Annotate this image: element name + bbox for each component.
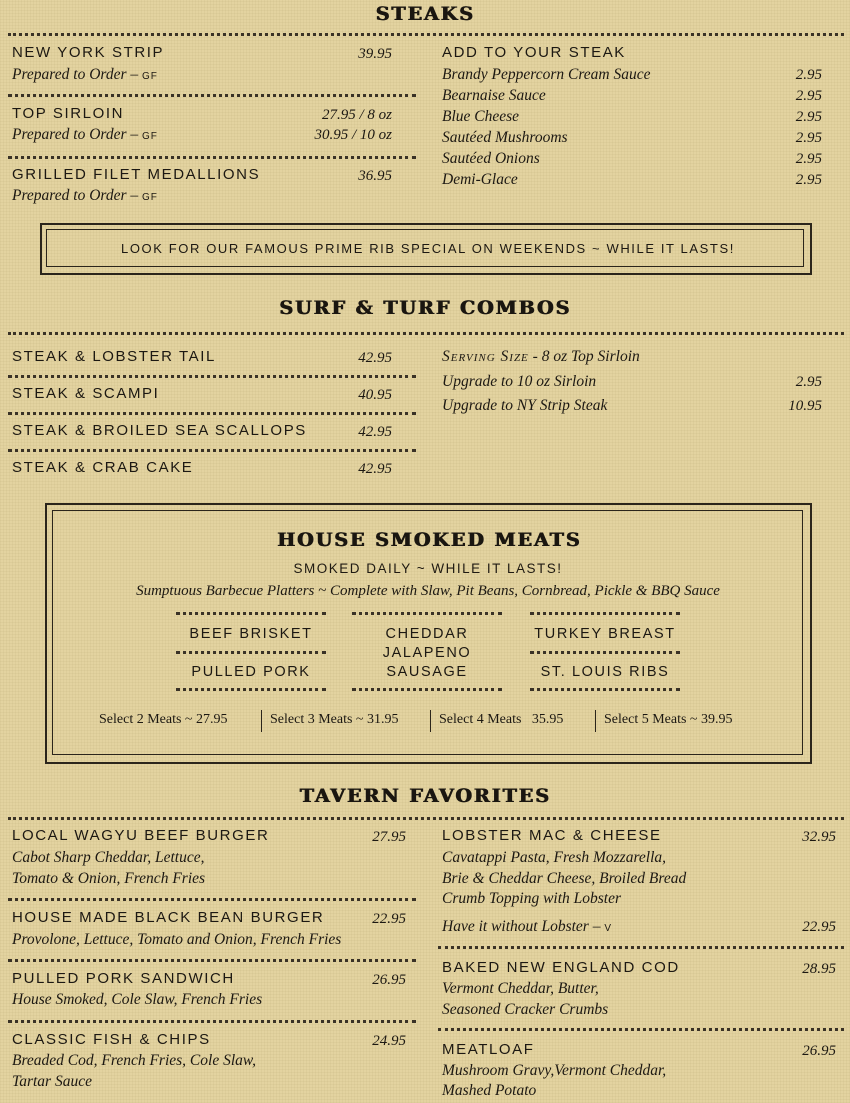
addon-name: Blue Cheese [442, 108, 520, 125]
menu-item-desc: Crumb Topping with Lobster [442, 890, 622, 907]
meat-option: JALAPENO [382, 645, 472, 661]
divider [8, 412, 416, 415]
desc-text: Prepared to Order [12, 66, 127, 83]
menu-item-price: 39.95 [358, 46, 392, 62]
menu-item-name: LOBSTER MAC & CHEESE [442, 827, 662, 844]
divider [438, 1028, 844, 1031]
meat-selection-price: Select 3 Meats ~ 31.95 [270, 712, 399, 727]
divider [8, 94, 416, 97]
menu-item-desc: House Smoked, Cole Slaw, French Fries [12, 991, 263, 1008]
divider [8, 898, 416, 901]
addon-name: Bearnaise Sauce [442, 87, 546, 104]
divider [595, 710, 596, 732]
menu-item-desc: Cabot Sharp Cheddar, Lettuce, [12, 849, 205, 866]
addons-title: ADD TO YOUR STEAK [442, 44, 626, 61]
desc-text: Prepared to Order [12, 187, 127, 204]
menu-item-desc: Seasoned Cracker Crumbs [442, 1001, 609, 1018]
menu-item-desc: Prepared to Order – GF [12, 126, 158, 143]
divider [8, 332, 844, 335]
addon-price: 2.95 [795, 109, 822, 125]
menu-item-price: 32.95 [802, 829, 836, 845]
vegetarian-tag: V [604, 923, 612, 934]
menu-item-name: BAKED NEW ENGLAND COD [442, 959, 680, 976]
combo-price: 42.95 [358, 350, 392, 366]
serving-size-label: Serving Size [442, 348, 529, 365]
menu-item-desc: Provolone, Lettuce, Tomato and Onion, French Fries [12, 931, 342, 948]
combo-name: STEAK & CRAB CAKE [12, 459, 194, 476]
upgrade-price: 10.95 [788, 398, 822, 414]
divider [8, 156, 416, 159]
menu-item-desc: Tomato & Onion, French Fries [12, 870, 206, 887]
divider [8, 817, 844, 820]
menu-item-name: MEATLOAF [442, 1041, 535, 1058]
addon-name: Sautéed Onions [442, 150, 540, 167]
menu-item-desc: Brie & Cheddar Cheese, Broiled Bread [442, 870, 687, 887]
menu-item-desc: Mashed Potato [442, 1082, 537, 1099]
menu-item-price: 26.95 [372, 972, 406, 988]
meat-selection-price: Select 4 Meats 35.95 [439, 712, 564, 727]
divider [530, 688, 680, 691]
divider [352, 688, 502, 691]
tavern-title: TAVERN FAVORITES [299, 785, 551, 807]
meat-selection-price: Select 2 Meats ~ 27.95 [99, 712, 228, 727]
divider [8, 959, 416, 962]
meat-selection-price: Select 5 Meats ~ 39.95 [604, 712, 733, 727]
divider [530, 612, 680, 615]
menu-item-name: GRILLED FILET MEDALLIONS [12, 166, 261, 183]
desc-text: Prepared to Order [12, 126, 127, 143]
menu-item-variant: Have it without Lobster – V [442, 918, 612, 935]
meat-option: BEEF BRISKET [189, 626, 313, 642]
surf-turf-title: SURF & TURF COMBOS [279, 297, 571, 319]
divider [8, 449, 416, 452]
gf-tag: GF [142, 131, 158, 142]
divider [352, 612, 502, 615]
meat-option: ST. LOUIS RIBS [540, 664, 670, 680]
addon-price: 2.95 [795, 130, 822, 146]
gf-tag: GF [142, 71, 158, 82]
divider [8, 1020, 416, 1023]
menu-item-name: PULLED PORK SANDWICH [12, 970, 235, 987]
prime-rib-banner: LOOK FOR OUR FAMOUS PRIME RIB SPECIAL ON WEEKENDS ~ WHILE IT LASTS! [121, 241, 735, 256]
combo-name: STEAK & BROILED SEA SCALLOPS [12, 422, 307, 439]
upgrade-name: Upgrade to 10 oz Sirloin [442, 373, 597, 390]
meat-option: PULLED PORK [191, 664, 311, 680]
upgrade-name: Upgrade to NY Strip Steak [442, 397, 608, 414]
meat-option: CHEDDAR [385, 626, 469, 642]
combo-price: 40.95 [358, 387, 392, 403]
menu-item-desc: Vermont Cheddar, Butter, [442, 980, 599, 997]
divider [261, 710, 262, 732]
combo-name: STEAK & SCAMPI [12, 385, 160, 402]
divider [176, 612, 326, 615]
smoked-title: HOUSE SMOKED MEATS [276, 529, 582, 551]
menu-item-name: LOCAL WAGYU BEEF BURGER [12, 827, 270, 844]
menu-item-price: 24.95 [372, 1033, 406, 1049]
menu-item-desc: Breaded Cod, French Fries, Cole Slaw, [12, 1052, 256, 1069]
gf-tag: GF [142, 192, 158, 203]
addon-price: 2.95 [795, 172, 822, 188]
menu-item-desc: Cavatappi Pasta, Fresh Mozzarella, [442, 849, 667, 866]
steaks-title: STEAKS [375, 3, 475, 25]
smoked-subtitle: SMOKED DAILY ~ WHILE IT LASTS! [293, 561, 563, 576]
divider [430, 710, 431, 732]
divider [8, 33, 844, 36]
menu-item-price: 22.95 [372, 911, 406, 927]
upgrade-price: 2.95 [795, 374, 822, 390]
menu-item-price: 27.95 [372, 829, 406, 845]
menu-item-price: 27.95 / 8 oz [321, 107, 392, 123]
divider [176, 688, 326, 691]
smoked-description: Sumptuous Barbecue Platters ~ Complete with Slaw, Pit Beans, Cornbread, Pickle & BBQ Sauce [136, 583, 720, 599]
menu-item-price: 28.95 [802, 961, 836, 977]
menu-item-price-alt: 30.95 / 10 oz [314, 127, 392, 143]
meat-option: TURKEY BREAST [534, 626, 676, 642]
divider [176, 651, 326, 654]
addon-name: Demi-Glace [442, 171, 518, 188]
addon-name: Sautéed Mushrooms [442, 129, 568, 146]
addon-price: 2.95 [795, 88, 822, 104]
addon-price: 2.95 [795, 67, 822, 83]
menu-item-name: TOP SIRLOIN [12, 105, 125, 122]
combo-price: 42.95 [358, 424, 392, 440]
menu-item-price: 26.95 [802, 1043, 836, 1059]
divider [8, 375, 416, 378]
menu-item-desc: Mushroom Gravy,Vermont Cheddar, [442, 1062, 667, 1079]
meat-option: SAUSAGE [386, 664, 468, 680]
combo-name: STEAK & LOBSTER TAIL [12, 348, 217, 365]
divider [530, 651, 680, 654]
variant-text: Have it without Lobster [442, 918, 589, 935]
combo-price: 42.95 [358, 461, 392, 477]
menu-item-variant-price: 22.95 [802, 919, 836, 935]
menu-item-name: NEW YORK STRIP [12, 44, 165, 61]
addon-name: Brandy Peppercorn Cream Sauce [442, 66, 651, 83]
divider [438, 946, 844, 949]
menu-item-name: CLASSIC FISH & CHIPS [12, 1031, 211, 1048]
menu-item-desc: Tartar Sauce [12, 1073, 92, 1090]
menu-item-price: 36.95 [358, 168, 392, 184]
menu-item-desc: Prepared to Order – GF [12, 66, 158, 83]
serving-size-value: - 8 oz Top Sirloin [528, 348, 640, 365]
menu-item-desc: Prepared to Order – GF [12, 187, 158, 204]
addon-price: 2.95 [795, 151, 822, 167]
serving-size-note [442, 348, 640, 366]
menu-item-name: HOUSE MADE BLACK BEAN BURGER [12, 909, 325, 926]
